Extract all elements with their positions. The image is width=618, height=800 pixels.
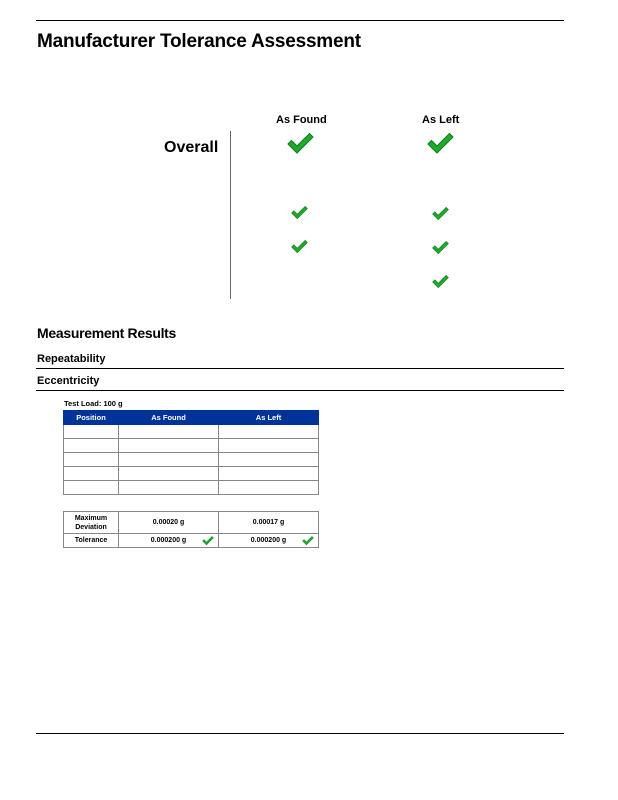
- table-cell: [219, 439, 319, 453]
- page-title: Manufacturer Tolerance Assessment: [37, 31, 361, 52]
- top-rule: [36, 20, 564, 21]
- repeatability-as-found-check-icon: [291, 206, 308, 220]
- table-row: [64, 439, 319, 453]
- max-deviation-as-found: 0.00020 g: [119, 512, 219, 534]
- as-found-header: As Found: [276, 114, 327, 126]
- table-row: [64, 467, 319, 481]
- repeatability-as-left-check-icon: [432, 207, 449, 221]
- table-row: [64, 453, 319, 467]
- table-cell: [119, 453, 219, 467]
- test-load-label: Test Load: 100 g: [64, 399, 123, 408]
- tolerance-as-left-value: 0.000200 g: [250, 537, 287, 544]
- eccentricity-summary-table: [63, 511, 319, 548]
- table-cell: [219, 453, 319, 467]
- bottom-rule: [36, 733, 564, 734]
- tolerance-label: Tolerance: [64, 534, 119, 548]
- as-left-column-header: As Left: [219, 411, 319, 425]
- tolerance-as-found-value: 0.000200 g: [150, 537, 187, 544]
- tolerance-as-found-check-icon: [202, 536, 214, 548]
- tolerance-as-left-check-icon: [302, 536, 314, 548]
- table-cell: [219, 481, 319, 495]
- tolerance-row: [64, 534, 319, 548]
- table-cell: [119, 481, 219, 495]
- eccentricity-as-left-check-icon: [432, 241, 449, 255]
- repeatability-heading: Repeatability: [37, 353, 106, 365]
- as-found-column-header: As Found: [119, 411, 219, 425]
- overall-label: Overall: [164, 139, 219, 156]
- table-cell: [64, 467, 119, 481]
- overall-as-found-check-icon: [287, 133, 314, 155]
- max-deviation-label: [64, 512, 119, 534]
- repeatability-rule: [36, 368, 564, 369]
- max-deviation-label-line1: Maximum: [74, 514, 108, 522]
- as-left-header: As Left: [422, 114, 460, 126]
- table-cell: [119, 467, 219, 481]
- measurement-results-title: Measurement Results: [37, 325, 177, 341]
- table-row: [64, 481, 319, 495]
- third-as-left-check-icon: [432, 275, 449, 289]
- tolerance-as-left-cell: [219, 534, 319, 548]
- position-column-header: Position: [64, 411, 119, 425]
- eccentricity-heading: Eccentricity: [37, 375, 100, 387]
- max-deviation-label-line2: Deviation: [75, 523, 107, 531]
- table-cell: [64, 425, 119, 439]
- table-header-row: [64, 411, 319, 425]
- table-cell: [219, 425, 319, 439]
- eccentricity-rule: [36, 390, 564, 391]
- summary-divider: [230, 131, 231, 299]
- max-deviation-row: [64, 512, 319, 534]
- table-row: [64, 425, 319, 439]
- table-cell: [64, 481, 119, 495]
- table-cell: [64, 453, 119, 467]
- eccentricity-table: [63, 410, 319, 495]
- max-deviation-as-left: 0.00017 g: [219, 512, 319, 534]
- table-cell: [219, 467, 319, 481]
- table-cell: [119, 425, 219, 439]
- table-cell: [119, 439, 219, 453]
- overall-as-left-check-icon: [427, 133, 454, 155]
- table-cell: [64, 439, 119, 453]
- eccentricity-as-found-check-icon: [291, 240, 308, 254]
- tolerance-as-found-cell: [119, 534, 219, 548]
